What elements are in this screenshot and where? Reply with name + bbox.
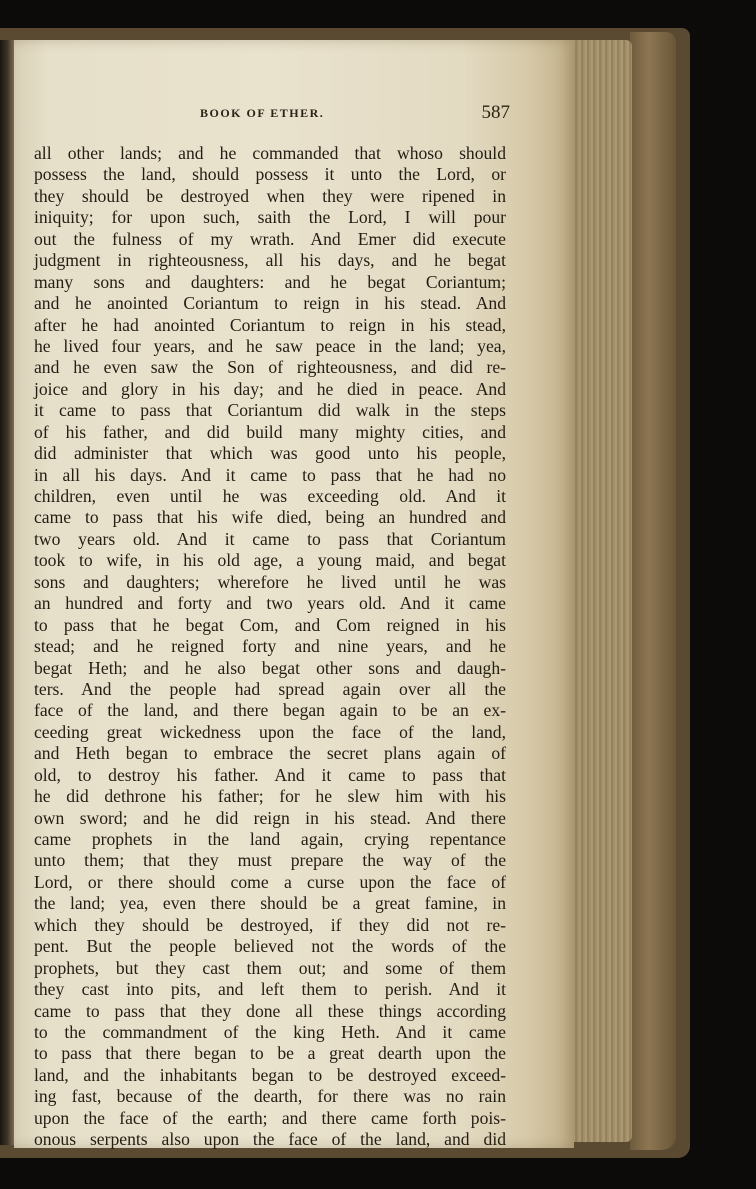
text-line: to pass that there began to be a great dearth upon the	[34, 1043, 506, 1064]
text-line: judgment in righteousness, all his days, and he begat	[34, 250, 506, 271]
text-line: of his father, and did build many mighty cities, and	[34, 421, 506, 442]
text-line: onous serpents also upon the face of the land, and did	[34, 1129, 506, 1150]
text-line: to pass that he begat Com, and Com reigned in his	[34, 614, 506, 635]
text-line: face of the land, and there began again to be an ex-	[34, 700, 506, 721]
text-line: possess the land, should possess it unto the Lord, or	[34, 164, 506, 185]
text-line: unto them; that they must prepare the way of the	[34, 850, 506, 871]
text-line: and Heth began to embrace the secret plans again of	[34, 743, 506, 764]
text-line: ceeding great wickedness upon the face of the land,	[34, 721, 506, 742]
text-line: did administer that which was good unto his people,	[34, 443, 506, 464]
text-line: joice and glory in his day; and he died in peace. And	[34, 378, 506, 399]
text-line: sons and daughters; wherefore he lived until he was	[34, 571, 506, 592]
running-header	[200, 102, 540, 126]
text-line: they cast into pits, and left them to perish. And it	[34, 979, 506, 1000]
text-line: ters. And the people had spread again over all the	[34, 678, 506, 699]
text-line: ing fast, because of the dearth, for there was no rain	[34, 1086, 506, 1107]
text-line: came prophets in the land again, crying repentance	[34, 829, 506, 849]
text-line: begat Heth; and he also begat other sons and daugh-	[34, 657, 506, 678]
text-line: he lived four years, and he saw peace in the land; yea,	[34, 335, 506, 356]
text-line: an hundred and forty and two years old. And it came	[34, 593, 506, 614]
running-title: BOOK OF ETHER.	[200, 106, 325, 120]
text-line: own sword; and he did reign in his stead. And there	[34, 807, 506, 828]
text-line: prophets, but they cast them out; and some of them	[34, 957, 506, 978]
text-line: after he had anointed Coriantum to reign in his stead,	[34, 314, 506, 335]
page-number: 587	[481, 102, 510, 123]
text-line: the land; yea, even there should be a great famine, in	[34, 893, 506, 914]
text-line: upon the face of the earth; and there came forth pois-	[34, 1107, 506, 1128]
text-line: which they should be destroyed, if they did not re-	[34, 914, 506, 935]
text-line: came to pass that his wife died, being an hundred and	[34, 507, 506, 528]
text-line: pent. But the people believed not the words of the	[34, 936, 506, 957]
book-gutter	[0, 40, 14, 1145]
text-line: to the commandment of the king Heth. And it came	[34, 1021, 506, 1042]
text-line: old, to destroy his father. And it came to pass that	[34, 764, 506, 785]
text-line: came to pass that they done all these things according	[34, 1000, 506, 1021]
text-line: Lord, or there should come a curse upon the face of	[34, 871, 506, 892]
body-text	[34, 143, 506, 1151]
text-line: they should be destroyed when they were ripened in	[34, 185, 506, 206]
text-line: two years old. And it came to pass that Coriantum	[34, 528, 506, 549]
text-line: he did dethrone his father; for he slew him with his	[34, 786, 506, 807]
text-line: in all his days. And it came to pass that he had no	[34, 464, 506, 485]
text-line: took to wife, in his old age, a young maid, and begat	[34, 550, 506, 571]
text-line: all other lands; and he commanded that whoso should	[34, 143, 506, 163]
text-line: land, and the inhabitants began to be destroyed exceed-	[34, 1064, 506, 1085]
text-line: children, even until he was exceeding old. And it	[34, 486, 506, 506]
text-line: out the fulness of my wrath. And Emer did execute	[34, 228, 506, 249]
text-line: iniquity; for upon such, saith the Lord, I will pour	[34, 207, 506, 228]
book-cover-edge	[630, 32, 676, 1150]
text-line: and he anointed Coriantum to reign in his stead. And	[34, 293, 506, 314]
text-line: many sons and daughters: and he begat Coriantum;	[34, 271, 506, 292]
text-line: stead; and he reigned forty and nine years, and he	[34, 636, 506, 657]
text-line: it came to pass that Coriantum did walk in the steps	[34, 400, 506, 421]
page-fore-edge	[572, 40, 632, 1142]
text-line: and he even saw the Son of righteousness, and did re-	[34, 357, 506, 378]
